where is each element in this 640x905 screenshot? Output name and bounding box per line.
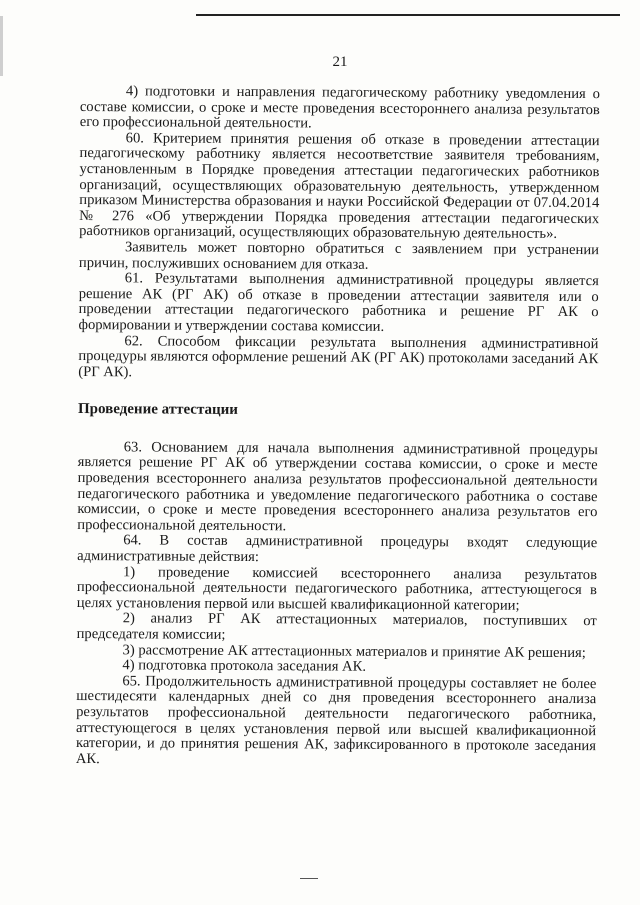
paragraph-63: 63. Основанием для начала выполнения административной процедуры является решение РГ АК об утверждении состава комиссии, о сроке и месте проведения всестороннего анализа результатов профессиональной деятельности педагогического работника и уведомление педагогического работника о составе комиссии, о сроке и месте проведения всестороннего анализа результатов его профессиональной деятельности. — [77, 439, 598, 535]
paragraph-62: 62. Способом фиксации результата выполнения административной процедуры являются оформление решений АК (РГ АК) протоколами заседаний АК (РГ АК). — [78, 332, 599, 381]
paragraph-61: 61. Результатами выполнения административной процедуры является решение АК (РГ АК) об отказе в проведении аттестации заявителя или о проведении аттестации педагогического работника и решение РГ АК о формировании и утверждении состава комиссии. — [78, 270, 599, 335]
list-item-3: 3) рассмотрение АК аттестационных материалов и принятие АК решения; — [122, 641, 586, 661]
page-number: 21 — [332, 54, 348, 70]
bottom-scan-mark — [300, 878, 318, 879]
top-rule — [196, 14, 620, 16]
paragraph-65: 65. Продолжительность административной процедуры составляет не более шестидесяти календарных дней со дня проведения всестороннего анализа результатов профессиональной деятельности педагогического работника, аттестующегося в целях установления первой или высшей квалификационной категории, и до принятия решения АК, зафиксированного в протоколе заседания АК. — [75, 673, 597, 767]
document-body — [76, 84, 600, 771]
paragraph-60: 60. Критерием принятия решения об отказе в проведении аттестации педагогическому работнику является несоответствие заявителя требованиям, установленным в Порядке проведения аттестации педагогических работников организаций, осуществляющих образовательную деятельность, утвержденном приказом Министерства образования и науки Российской Федерации от 07.04.2014 № 276 «Об утверждении Порядка проведения аттестации педагогических работников организаций, осуществляющих образовательную деятельность». — [79, 130, 600, 243]
list-item-2: 2) анализ РГ АК аттестационных материалов, поступивших от председателя комиссии; — [76, 610, 597, 643]
paragraph-reapply: Заявитель может повторно обратиться с заявлением при устранении причин, послуживших основанием для отказа. — [78, 239, 600, 273]
section-heading: Проведение аттестации — [77, 401, 239, 419]
paragraph-item-4: 4) подготовки и направления педагогическому работнику уведомления о составе комиссии, о сроке и месте проведения всестороннего анализа результатов его профессиональной деятельности. — [79, 83, 600, 132]
list-item-1: 1) проведение комиссией всестороннего анализа результатов профессиональной деятельности педагогического работника, аттестующегося в целях установления первой или высшей квалификационной категории; — [76, 563, 598, 614]
list-item-4: 4) подготовка протокола заседания АК. — [122, 657, 367, 675]
paragraph-64: 64. В состав административной процедуры входят следующие административные действия: — [77, 532, 598, 566]
